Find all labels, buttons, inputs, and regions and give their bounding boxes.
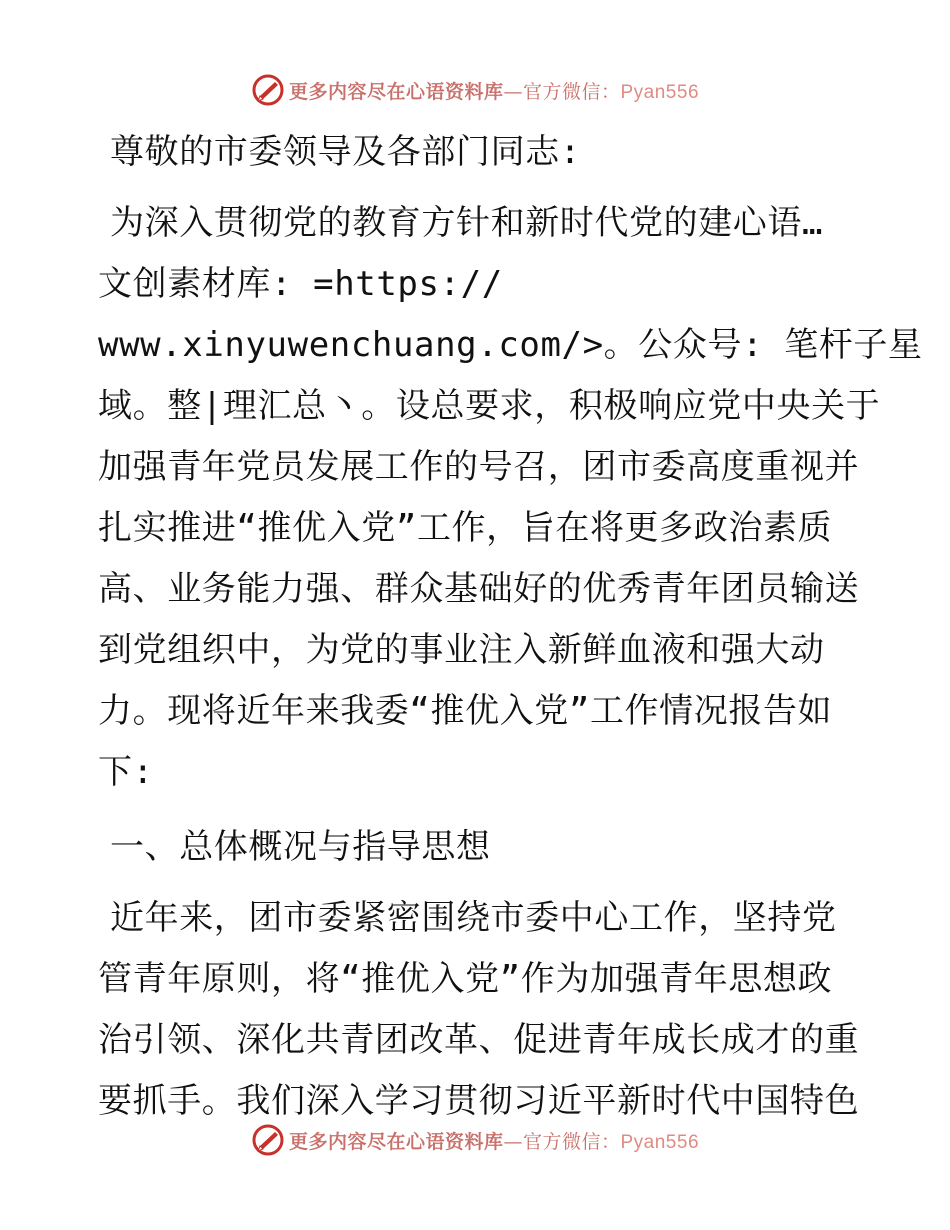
paragraph-line: 力。现将近年来我委“推优入党”工作情况报告如 — [98, 691, 833, 731]
paragraph-line: 文创素材库: =https:// — [98, 264, 503, 304]
watermark-site-name: 更多内容尽在心语资料库 — [288, 1130, 504, 1153]
footer-watermark — [0, 1120, 950, 1160]
paragraph-line: 为深入贯彻党的教育方针和新时代党的建心语… — [110, 203, 824, 243]
watermark-dash: — — [503, 1130, 523, 1153]
paragraph-line: 域。整|理汇总丶。设总要求，积极响应党中央关于 — [98, 386, 881, 426]
section-line: 近年来，团市委紧密围绕市委中心工作，坚持党 — [110, 898, 837, 938]
section-line: 管青年原则，将“推优入党”作为加强青年思想政 — [98, 959, 833, 999]
section-heading: 一、总体概况与指导思想 — [110, 827, 491, 867]
watermark-text — [289, 1127, 699, 1154]
watermark-wechat-label: 官方微信： — [522, 80, 621, 103]
watermark-wechat-label: 官方微信： — [522, 1130, 621, 1153]
watermark-wechat-handle: Pyan556 — [620, 81, 700, 103]
watermark-dash: — — [503, 80, 523, 103]
document-body — [98, 122, 923, 1132]
paragraph-line: 扎实推进“推优入党”工作，旨在将更多政治素质 — [98, 508, 833, 548]
salutation: 尊敬的市委领导及各部门同志: — [110, 132, 581, 172]
section-line: 要抓手。我们深入学习贯彻习近平新时代中国特色 — [98, 1081, 860, 1121]
section-line: 治引领、深化共青团改革、促进青年成长成才的重 — [98, 1020, 860, 1060]
paragraph-line: www.xinyuwenchuang.com/>。公众号: 笔杆子星 — [98, 325, 923, 365]
paragraph-line: 到党组织中，为党的事业注入新鲜血液和强大动 — [98, 630, 825, 670]
watermark-site-name: 更多内容尽在心语资料库 — [288, 80, 504, 103]
paragraph-line: 下: — [98, 752, 154, 792]
watermark-text — [289, 77, 699, 104]
watermark-wechat-handle: Pyan556 — [620, 1131, 700, 1153]
paragraph-line: 加强青年党员发展工作的号召，团市委高度重视并 — [98, 447, 860, 487]
header-watermark — [0, 70, 950, 110]
paragraph-line: 高、业务能力强、群众基础好的优秀青年团员输送 — [98, 569, 860, 609]
pen-logo-icon — [251, 1123, 285, 1157]
pen-logo-icon — [251, 73, 285, 107]
